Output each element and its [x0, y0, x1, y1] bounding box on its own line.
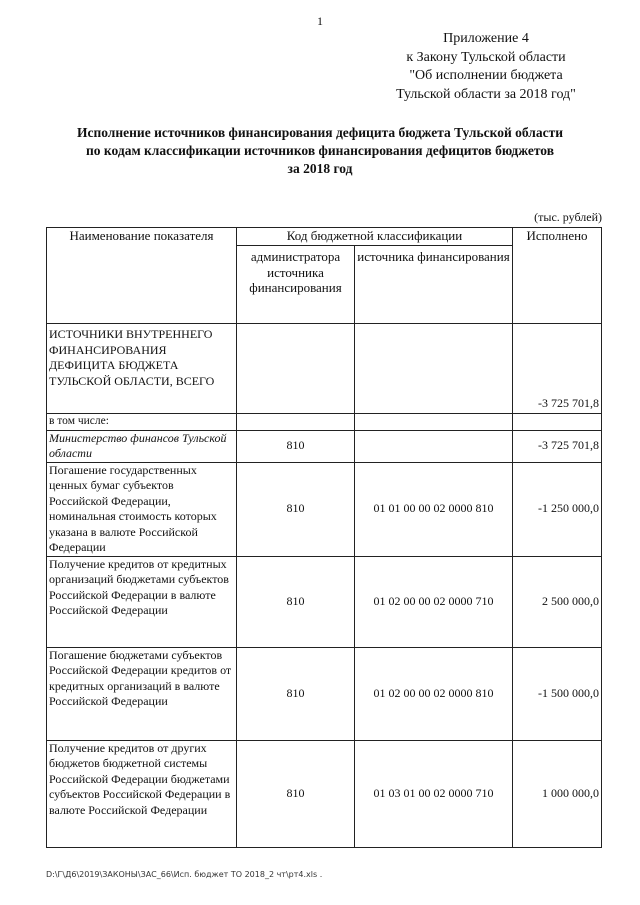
row-source-code	[355, 414, 513, 431]
row-source-code	[355, 324, 513, 414]
row-admin-code: 810	[237, 647, 355, 740]
table-row	[47, 647, 602, 740]
title-line-3: за 2018 год	[287, 161, 353, 176]
header-admin: администратора источника финансирования	[237, 246, 355, 324]
table-row-including	[47, 414, 602, 431]
page-number: 1	[317, 14, 323, 28]
row-value: -1 500 000,0	[513, 647, 602, 740]
table-row	[47, 740, 602, 847]
row-name: Погашение государственных ценных бумаг субъектов Российской Федерации, номинальная стоимость которых указана в валюте Российской Федерации	[47, 462, 237, 556]
annex-line-1: Приложение 4	[443, 31, 529, 46]
row-value: 2 500 000,0	[513, 556, 602, 647]
header-executed: Исполнено	[513, 228, 602, 324]
row-name: ИСТОЧНИКИ ВНУТРЕННЕГО ФИНАНСИРОВАНИЯ ДЕФИЦИТА БЮДЖЕТА ТУЛЬСКОЙ ОБЛАСТИ, ВСЕГО	[47, 324, 237, 414]
row-admin-code: 810	[237, 556, 355, 647]
file-path-footer: D:\Г\Д6\2019\ЗАКОНЫ\ЗАС_66\Исп. бюджет ТО 2018_2 чт\рт4.xls .	[46, 870, 323, 879]
financing-sources-table	[46, 227, 602, 848]
row-name: в том числе:	[47, 414, 237, 431]
row-admin-code	[237, 324, 355, 414]
document-title	[30, 124, 610, 178]
header-source: источника финансирования	[355, 246, 513, 324]
header-name: Наименование показателя	[47, 228, 237, 324]
title-line-1: Исполнение источников финансирования дефицита бюджета Тульской области	[76, 125, 564, 140]
row-name: Получение кредитов от других бюджетов бюджетной системы Российской Федерации бюджетами субъектов Российской Федерации в валюте Российской Федерации	[47, 740, 237, 847]
row-source-code: 01 03 01 00 02 0000 710	[355, 740, 513, 847]
header-row	[47, 228, 602, 246]
units-label: (тыс. рублей)	[534, 210, 602, 224]
row-name: Получение кредитов от кредитных организаций бюджетами субъектов Российской Федерации в валюте Российской Федерации	[47, 556, 237, 647]
annex-header	[356, 30, 616, 104]
table-row	[47, 556, 602, 647]
row-admin-code: 810	[237, 740, 355, 847]
row-value: -3 725 701,8	[513, 430, 602, 462]
row-admin-code: 810	[237, 462, 355, 556]
row-name: Погашение бюджетами субъектов Российской Федерации кредитов от кредитных организаций в валюте Российской Федерации	[47, 647, 237, 740]
table-row-total	[47, 324, 602, 414]
row-admin-code	[237, 414, 355, 431]
row-source-code: 01 02 00 00 02 0000 710	[355, 556, 513, 647]
row-value	[513, 414, 602, 431]
table-row	[47, 462, 602, 556]
row-source-code	[355, 430, 513, 462]
row-value: 1 000 000,0	[513, 740, 602, 847]
title-line-2: по кодам классификации источников финансирования дефицитов бюджетов	[86, 143, 554, 158]
annex-line-2: к Закону Тульской области	[406, 49, 566, 65]
row-value: -1 250 000,0	[513, 462, 602, 556]
row-admin-code: 810	[237, 430, 355, 462]
row-name: Министерство финансов Тульской области	[47, 430, 237, 462]
table-row-ministry	[47, 430, 602, 462]
annex-line-4: Тульской области за 2018 год"	[396, 86, 576, 102]
header-code: Код бюджетной классификации	[237, 228, 513, 246]
row-source-code: 01 01 00 00 02 0000 810	[355, 462, 513, 556]
row-source-code: 01 02 00 00 02 0000 810	[355, 647, 513, 740]
annex-line-3: "Об исполнении бюджета	[409, 68, 563, 83]
row-value: -3 725 701,8	[513, 324, 602, 414]
